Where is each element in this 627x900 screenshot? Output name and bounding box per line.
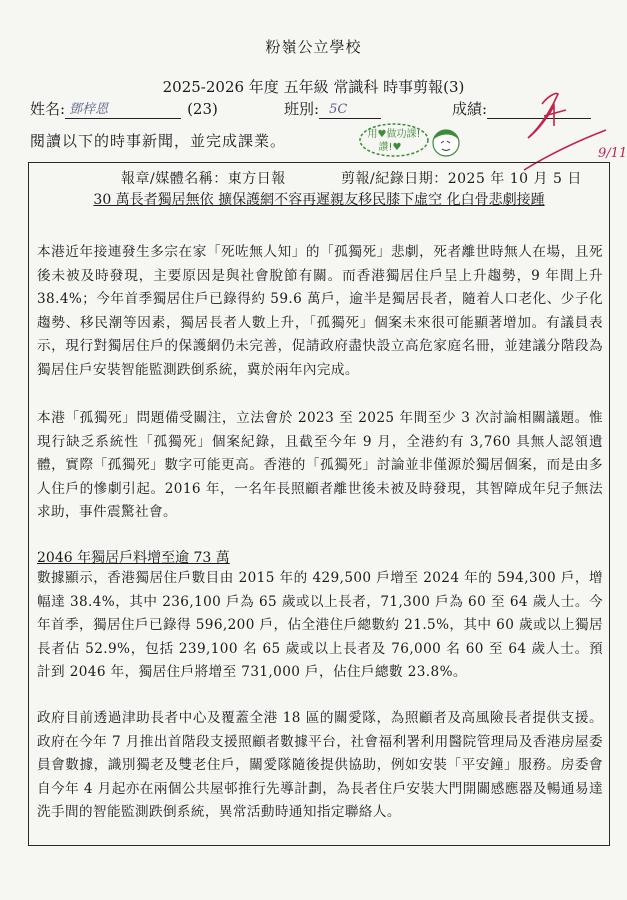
class-value: 5C — [329, 102, 348, 117]
article-paragraph-3: 數據顯示，香港獨居住戶數目由 2015 年的 429,500 戶增至 2024 年的 594,300 戶，增幅達 38.4%，其中 236,100 戶為 65 歲或以上長者，71,300 戶為 60 至 64 歲人士。今年首季，獨居住戶已錄得 596,200 戶，佔全港住戶總數約 21.5%，其中 60 歲或以上獨居長者佔 52.9%，包括 239,100 名 65 歲或以上長者及 76,000 名 60 至 64 歲人士。預計到 2046 年，獨居住戶將增至 731,000 戶，佔住戶總數 23.8%。 — [37, 570, 603, 680]
instruction-text: 閱讀以下的時事新聞，並完成課業。 — [30, 132, 287, 150]
article-paragraph-1: 本港近年接連發生多宗在家「死咗無人知」的「孤獨死」悲劇，死者離世時無人在場，且死後未被及時發現，主要原因是與社會脫節有關。而香港獨居住戶呈上升趨勢，9 年間上升 38.4%；今年首季獨居住戶已錄得約 59.6 萬戶，逾半是獨居長者，隨着人口老化、少子化趨勢、移民潮等因素，獨居長者人數上升，「孤獨死」個案未來很可能顯著增加。有議員表示，現行對獨居住戶的保護網仍未完善，促請政府盡快設立高危家庭名冊，並建議分階段為獨居住戶安裝智能監測跌倒系統，冀於兩年內完成。 — [37, 244, 603, 378]
stamp-text-1: 用♥做功課! — [367, 129, 421, 140]
article-subheading: 2046 年獨居戶料增至逾 73 萬 — [37, 550, 230, 566]
name-value: 鄧梓恩 — [69, 102, 109, 117]
worksheet-title: 2025-2026 年度 五年級 常識科 時事剪報(3) — [162, 78, 465, 96]
praise-stamp — [356, 121, 466, 167]
check-date: 9/11 — [598, 146, 627, 161]
name-blank[interactable] — [65, 100, 181, 119]
article-paragraph-4: 政府目前透過津助長者中心及覆蓋全港 18 區的關愛隊，為照顧者及高風險長者提供支援。政府在今年 7 月推出首階段支援照顧者數據平台，社會福利署利用醫院管理局及香港房屋委員會數據，識別獨老及雙老住戶，關愛隊隨後提供協助，例如安裝「平安鐘」服務。房委會自今年 4 月起亦在兩個公共屋邨推行先導計劃，為長者住戶安裝大門開關感應器及暢通易達洗手間的智能監測跌倒系統，異常活動時通知指定聯絡人。 — [37, 710, 603, 820]
class-field — [284, 98, 381, 119]
student-number: (23) — [187, 100, 218, 118]
article-headline: 30 萬長者獨居無依 擴保護網不容再遲親友移民膝下虛空 化白骨悲劇接踵 — [93, 192, 545, 208]
class-label: 班別: — [284, 100, 320, 118]
grade-label: 成績: — [452, 100, 488, 118]
article-paragraph-2: 本港「孤獨死」問題備受關注，立法會於 2023 至 2025 年間至少 3 次討論相關議題。惟現行缺乏系統性「孤獨死」個案紀錄，且截至今年 9 月，全港約有 3,760 具無人認領遺體，實際「孤獨死」數字可能更高。香港的「孤獨死」討論並非僅源於獨居個案，而是由多人住戶的慘劇引起。2016 年，一名年長照顧者離世後未被及時發現，其智障成年兒子無法求助，事件震驚社會。 — [37, 410, 603, 520]
class-blank[interactable] — [319, 100, 381, 119]
clipping-date: 剪報/紀錄日期：2025 年 10 月 5 日 — [341, 171, 582, 187]
grade-mark-handwriting — [510, 82, 627, 172]
name-field — [30, 98, 218, 119]
media-name: 報章/媒體名稱：東方日報 — [121, 171, 286, 187]
clipping-box — [28, 162, 610, 846]
stamp-text-2: 讚!♥ — [378, 142, 402, 153]
school-name: 粉嶺公立學校 — [265, 38, 362, 56]
name-label: 姓名: — [30, 100, 66, 118]
